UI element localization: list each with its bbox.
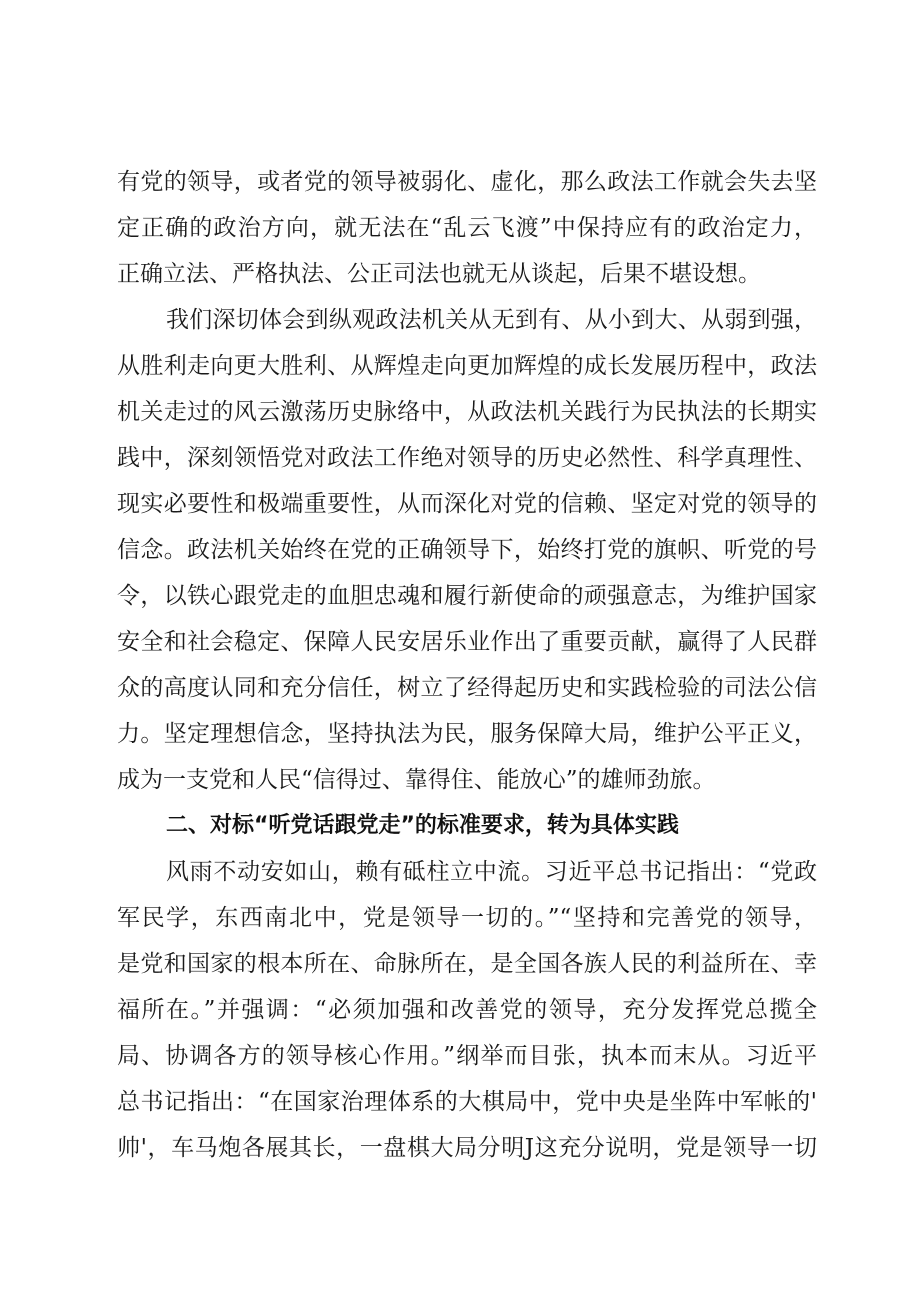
- paragraph-2-line: 力。坚定理想信念，坚持执法为民，服务保障大局，维护公平正义，: [117, 721, 817, 747]
- paragraph-1-line: 正确立法、严格执法、公正司法也就无从谈起，后果不堪设想。: [117, 261, 761, 287]
- paragraph-2-line: 信念。政法机关始终在党的正确领导下，始终打党的旗帜、听党的号: [117, 537, 817, 563]
- paragraph-2-line: 现实必要性和极端重要性，从而深化对党的信赖、坚定对党的领导的: [117, 491, 817, 517]
- paragraph-3-line: 帅'，车马炮各展其长，一盘棋大局分明J这充分说明，党是领导一切: [117, 1135, 817, 1161]
- section-heading: 二、对标“听党话跟党走”的标准要求，转为具体实践: [166, 813, 679, 838]
- paragraph-3-line: 军民学，东西南北中，党是领导一切的。”“坚持和完善党的领导，: [117, 905, 817, 931]
- paragraph-2-line: 践中，深刻领悟党对政法工作绝对领导的历史必然性、科学真理性、: [117, 445, 817, 471]
- paragraph-3-line: 风雨不动安如山，赖有砥柱立中流。习近平总书记指出：“党政: [166, 859, 817, 885]
- paragraph-2-line: 众的高度认同和充分信任，树立了经得起历史和实践检验的司法公信: [117, 675, 817, 701]
- paragraph-3-line: 局、协调各方的领导核心作用。”纲举而目张，执本而末从。习近平: [117, 1043, 817, 1069]
- paragraph-2-line: 成为一支党和人民“信得过、靠得住、能放心”的雄师劲旅。: [117, 767, 716, 793]
- paragraph-3-line: 总书记指出：“在国家治理体系的大棋局中，党中央是坐阵中军帐的': [117, 1089, 817, 1115]
- paragraph-2-line: 机关走过的风云激荡历史脉络中，从政法机关践行为民执法的长期实: [117, 399, 817, 425]
- paragraph-3-line: 福所在。”并强调：“必须加强和改善党的领导，充分发挥党总揽全: [117, 997, 817, 1023]
- paragraph-1-line: 有党的领导，或者党的领导被弱化、虚化，那么政法工作就会失去坚: [117, 169, 817, 195]
- paragraph-2-line: 安全和社会稳定、保障人民安居乐业作出了重要贡献，赢得了人民群: [117, 629, 817, 655]
- paragraph-1-line: 定正确的政治方向，就无法在“乱云飞渡”中保持应有的政治定力，: [117, 215, 817, 241]
- paragraph-2-line: 从胜利走向更大胜利、从辉煌走向更加辉煌的成长发展历程中，政法: [117, 353, 817, 379]
- paragraph-2-line: 令，以铁心跟党走的血胆忠魂和履行新使命的顽强意志，为维护国家: [117, 583, 817, 609]
- paragraph-3-line: 是党和国家的根本所在、命脉所在，是全国各族人民的利益所在、幸: [117, 951, 817, 977]
- paragraph-2-line: 我们深切体会到纵观政法机关从无到有、从小到大、从弱到强，: [166, 307, 817, 333]
